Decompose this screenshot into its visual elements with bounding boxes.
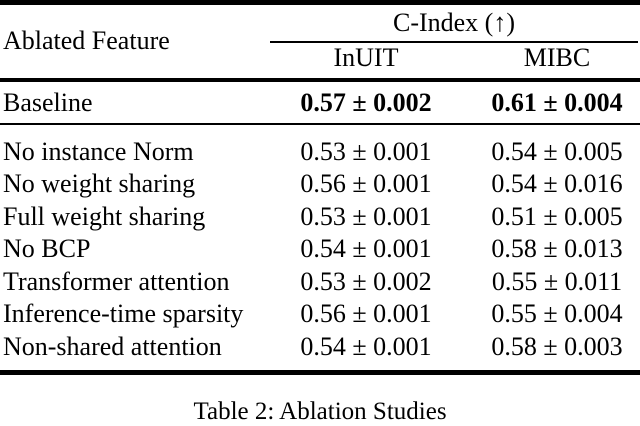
table-caption: Table 2: Ablation Studies bbox=[193, 398, 447, 425]
cell-inuit-value: 0.56 ± 0.001 bbox=[300, 299, 432, 328]
table-top-rule bbox=[0, 0, 640, 5]
table-row-baseline bbox=[0, 87, 640, 119]
cell-inuit-value: 0.53 ± 0.002 bbox=[300, 267, 432, 296]
cell-feature: No weight sharing bbox=[3, 169, 196, 198]
header-bottom-rule bbox=[0, 78, 640, 82]
cell-inuit-value: 0.57 ± 0.002 bbox=[300, 88, 432, 117]
cell-mibc-value: 0.55 ± 0.011 bbox=[491, 267, 623, 296]
cell-mibc-value: 0.61 ± 0.004 bbox=[491, 88, 623, 117]
column-header-inuit: InUIT bbox=[333, 43, 399, 72]
cell-mibc-value: 0.51 ± 0.005 bbox=[491, 202, 623, 231]
table-row bbox=[0, 331, 640, 363]
cell-inuit-value: 0.54 ± 0.001 bbox=[300, 332, 432, 361]
cell-inuit-value: 0.54 ± 0.001 bbox=[300, 234, 432, 263]
cell-mibc-value: 0.54 ± 0.016 bbox=[491, 169, 623, 198]
table-row bbox=[0, 168, 640, 200]
column-group-header-c-index: C-Index (↑) bbox=[392, 8, 515, 37]
table-row bbox=[0, 298, 640, 330]
subheader-row bbox=[270, 44, 640, 72]
table-bottom-rule bbox=[0, 370, 640, 375]
cell-feature: Inference-time sparsity bbox=[3, 299, 244, 328]
table-row bbox=[0, 136, 640, 168]
cell-inuit-value: 0.56 ± 0.001 bbox=[300, 169, 432, 198]
cell-feature: No instance Norm bbox=[3, 137, 194, 166]
column-header-mibc: MIBC bbox=[523, 43, 591, 72]
cell-inuit-value: 0.53 ± 0.001 bbox=[300, 202, 432, 231]
baseline-separator-rule bbox=[0, 123, 640, 125]
cell-feature: Full weight sharing bbox=[3, 202, 206, 231]
column-header-ablated-feature: Ablated Feature bbox=[3, 26, 170, 55]
cell-mibc-value: 0.55 ± 0.004 bbox=[491, 299, 623, 328]
table-row bbox=[0, 201, 640, 233]
table-row bbox=[0, 266, 640, 298]
cell-mibc-value: 0.54 ± 0.005 bbox=[491, 137, 623, 166]
cell-inuit-value: 0.53 ± 0.001 bbox=[300, 137, 432, 166]
cell-feature: No BCP bbox=[3, 234, 91, 263]
table-row bbox=[0, 233, 640, 265]
cell-feature: Transformer attention bbox=[3, 267, 230, 296]
cell-feature: Baseline bbox=[3, 88, 93, 117]
cell-mibc-value: 0.58 ± 0.013 bbox=[491, 234, 623, 263]
cell-feature: Non-shared attention bbox=[3, 332, 222, 361]
cell-mibc-value: 0.58 ± 0.003 bbox=[491, 332, 623, 361]
